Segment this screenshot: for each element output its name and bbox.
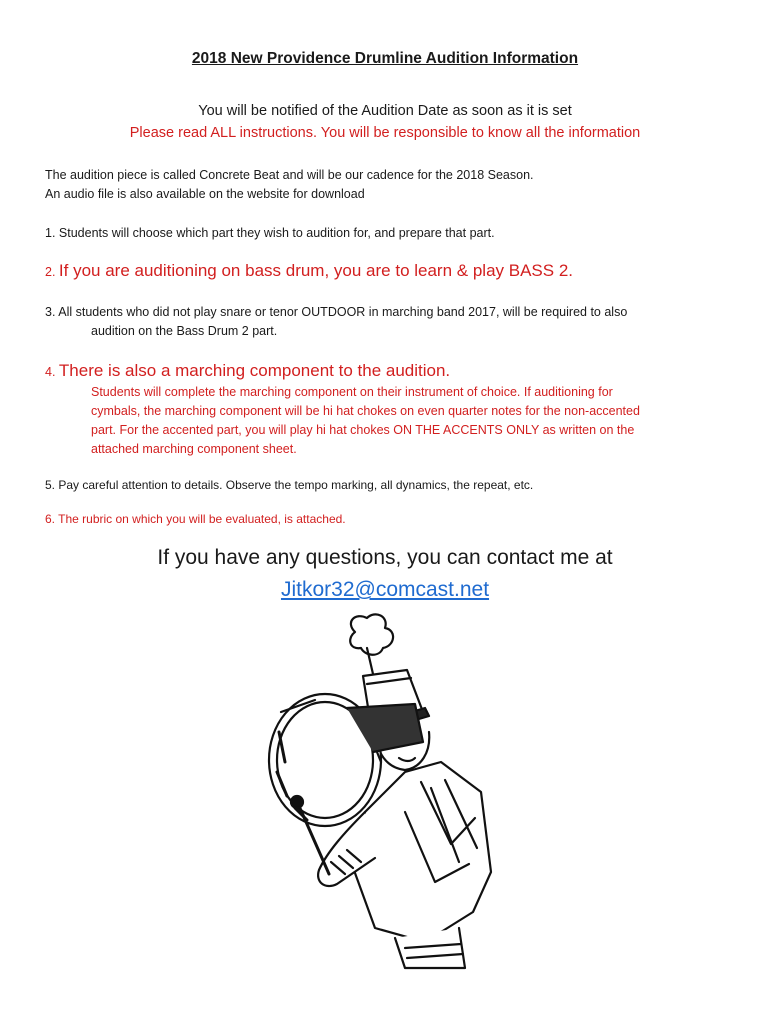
page-title: 2018 New Providence Drumline Audition Information (191, 50, 579, 67)
intro-line-1: The audition piece is called Concrete Beat and will be our cadence for the 2018 Season. (45, 168, 534, 182)
list-item-6 (45, 510, 346, 529)
warning-text: Please read ALL instructions. You will be responsible to know all the information (129, 125, 641, 141)
item-4-detail-4: attached marching component sheet. (91, 442, 297, 456)
list-item-1 (45, 224, 495, 243)
item-text: Students will choose which part they wish to audition for, and prepare that part. (58, 226, 495, 240)
intro-line-2: An audio file is also available on the website for download (45, 187, 365, 201)
list-item-5 (45, 476, 533, 495)
item-text: All students who did not play snare or tenor OUTDOOR in marching band 2017, will be required to also (58, 305, 628, 319)
item-number: 2. (45, 265, 56, 279)
list-item-4 (45, 361, 450, 382)
contact-email-link[interactable]: Jitkor32@comcast.net (280, 578, 490, 601)
item-number: 5. (45, 478, 56, 492)
item-number: 6. (45, 512, 56, 526)
item-text: If you are auditioning on bass drum, you are to learn & play BASS 2. (58, 261, 573, 280)
item-text: There is also a marching component to the audition. (58, 361, 451, 380)
item-4-detail-1: Students will complete the marching component on their instrument of choice. If auditioning for (91, 385, 613, 399)
item-text: Pay careful attention to details. Observe the tempo marking, all dynamics, the repeat, etc. (58, 478, 534, 492)
item-text: The rubric on which you will be evaluated, is attached. (58, 512, 346, 526)
item-number: 1. (45, 226, 56, 240)
contact-line: If you have any questions, you can contact me at (157, 546, 613, 569)
item-4-detail-2: cymbals, the marching component will be hi hat chokes on even quarter notes for the non-accented (91, 404, 640, 418)
list-item-3 (45, 303, 627, 322)
item-number: 4. (45, 365, 56, 379)
item-4-detail-3: part. For the accented part, you will play hi hat chokes ON THE ACCENTS ONLY as written on the (91, 423, 635, 437)
bass-drummer-illustration (255, 612, 515, 972)
contact-email-row (0, 578, 770, 602)
item-number: 3. (45, 305, 56, 319)
list-item-3-continued: audition on the Bass Drum 2 part. (91, 324, 278, 338)
notice-text: You will be notified of the Audition Date as soon as it is set (198, 103, 572, 119)
list-item-2 (45, 261, 573, 282)
